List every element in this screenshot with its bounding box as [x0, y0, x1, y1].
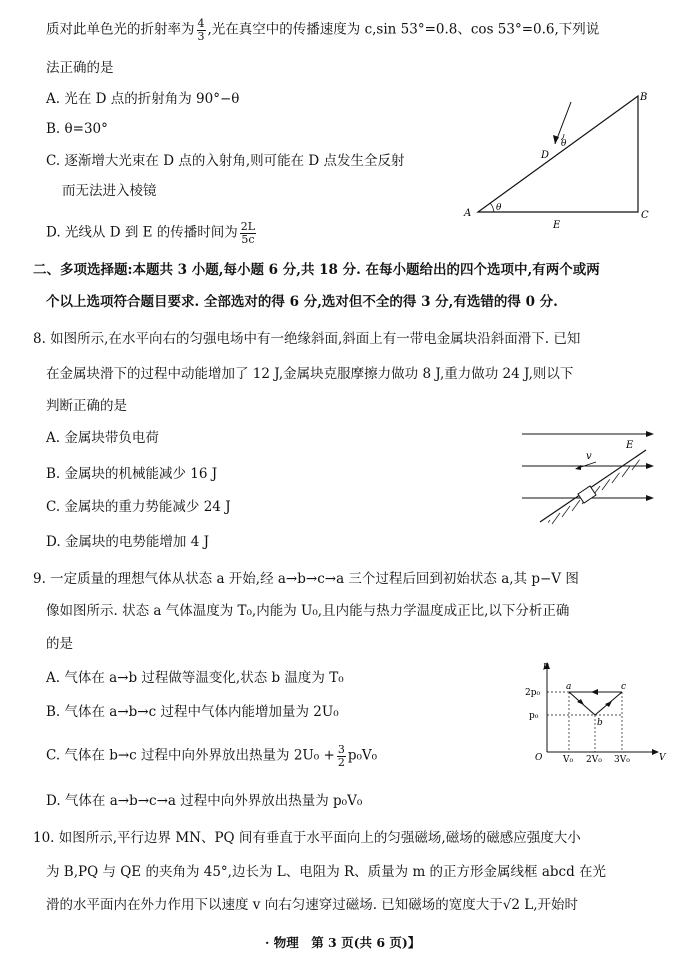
field-line-top-arrow [646, 431, 654, 437]
q9-line1: 9. 一定质量的理想气体从状态 a 开始,经 a→b→c→a 三个过程后回到初始状态 a,其 p−V 图 [33, 571, 579, 587]
field-line-bottom-arrow [646, 495, 654, 501]
metal-block [578, 486, 596, 503]
q8-line1: 8. 如图所示,在水平向右的匀强电场中有一绝缘斜面,斜面上有一带电金属块沿斜面滑下. 已知 [33, 331, 581, 347]
incline-field-figure [520, 428, 660, 528]
q9-option-d: D. 气体在 a→b→c→a 过程中向外界放出热量为 p₀V₀ [46, 793, 363, 809]
tick-3v0: 3V₀ [614, 755, 630, 765]
q8-option-d: D. 金属块的电势能增加 4 J [46, 534, 210, 550]
three-halves-fraction: $\frac{3}{2}$ [337, 743, 345, 769]
label-state-b: b [597, 718, 603, 728]
label-B: B [640, 92, 648, 103]
label-D: D [541, 150, 550, 161]
label-p-axis: p [543, 661, 549, 671]
page-footer: · 物理 第 3 页(共 6 页)】 [265, 935, 421, 950]
label-v: v [586, 451, 592, 462]
q8-option-b: B. 金属块的机械能减少 16 J [46, 466, 218, 482]
label-origin: O [535, 753, 543, 763]
section2-heading-line2: 个以上选项符合题目要求. 全部选对的得 6 分,选对但不全的得 3 分,有选错的得 0 分. [46, 294, 558, 310]
q8-line3: 判断正确的是 [46, 398, 127, 414]
q7-option-c-line1: C. 逐渐增大光束在 D 点的入射角,则可能在 D 点发生全反射 [46, 153, 405, 169]
q10-line2: 为 B,PQ 与 QE 的夹角为 45°,边长为 L、电阻为 R、质量为 m 的正方形金属线框 abcd 在光 [46, 864, 607, 880]
tick-2v0: 2V₀ [586, 755, 602, 765]
q8-option-a: A. 金属块带负电荷 [46, 430, 159, 446]
tick-2p0: 2p₀ [525, 688, 541, 698]
incline-surface [540, 450, 646, 522]
time-fraction: $\frac{2L}{5c}$ [240, 220, 256, 246]
tick-p0: p₀ [529, 711, 539, 721]
label-state-c: c [621, 682, 627, 692]
label-E: E [553, 220, 561, 231]
arrow-ca [591, 689, 598, 695]
q9-line2: 像如图所示. 状态 a 气体温度为 T₀,内能为 U₀,且内能与热力学温度成正比,以下分析正确 [46, 603, 570, 619]
q9-line3: 的是 [46, 636, 73, 652]
v-axis-arrow [652, 749, 659, 755]
q7-option-b: B. θ=30° [46, 121, 108, 137]
section2-heading-line1: 二、多项选择题:本题共 3 小题,每小题 6 分,共 18 分. 在每小题给出的四个选项中,有两个或两 [33, 262, 600, 278]
q7-option-c-line2: 而无法进入棱镜 [62, 183, 157, 199]
tick-v0: V₀ [563, 755, 574, 765]
field-line-mid-arrow [646, 463, 654, 469]
label-theta-d: θ [561, 139, 567, 149]
q8-line2: 在金属块滑下的过程中动能增加了 12 J,金属块克服摩擦力做功 8 J,重力做功 24 J,则以下 [46, 366, 574, 382]
label-v-axis: V [659, 753, 666, 763]
q9-option-c: C. 气体在 b→c 过程中向外界放出热量为 2U₀ + $\frac{3}{2}$ p₀V₀ [46, 743, 378, 769]
q8-option-c: C. 金属块的重力势能减少 24 J [46, 499, 231, 515]
label-state-a: a [566, 682, 572, 692]
label-theta-a: θ [496, 203, 502, 213]
q10-line1: 10. 如图所示,平行边界 MN、PQ 间有垂直于水平面向上的匀强磁场,磁场的磁感应强度大小 [33, 830, 581, 846]
refractive-index-fraction: $\frac{4}{3}$ [197, 17, 205, 43]
theta-arc-a [490, 203, 494, 212]
q7-option-d: D. 光线从 D 到 E 的传播时间为 $\frac{2L}{5c}$ [46, 220, 256, 246]
q7-option-a: A. 光在 D 点的折射角为 90°−θ [46, 91, 240, 107]
q10-line3: 滑的水平面内在外力作用下以速度 v 向右匀速穿过磁场. 已知磁场的宽度大于√2 L,开始时 [46, 897, 579, 913]
pv-diagram-figure [525, 660, 670, 765]
q9-option-a: A. 气体在 a→b 过程做等温变化,状态 b 温度为 T₀ [46, 670, 344, 686]
label-A: A [464, 208, 472, 219]
label-E-field: E [626, 440, 634, 451]
q9-option-b: B. 气体在 a→b→c 过程中气体内能增加量为 2U₀ [46, 704, 339, 720]
label-C: C [641, 210, 649, 221]
q7-line1: 质对此单色光的折射率为 $\frac{4}{3}$ ,光在真空中的传播速度为 c,sin 53°=0.8、cos 53°=0.6,下列说 [46, 17, 600, 43]
prism-triangle-figure [460, 88, 660, 238]
prism-triangle [478, 96, 638, 212]
q7-line2: 法正确的是 [46, 60, 114, 76]
